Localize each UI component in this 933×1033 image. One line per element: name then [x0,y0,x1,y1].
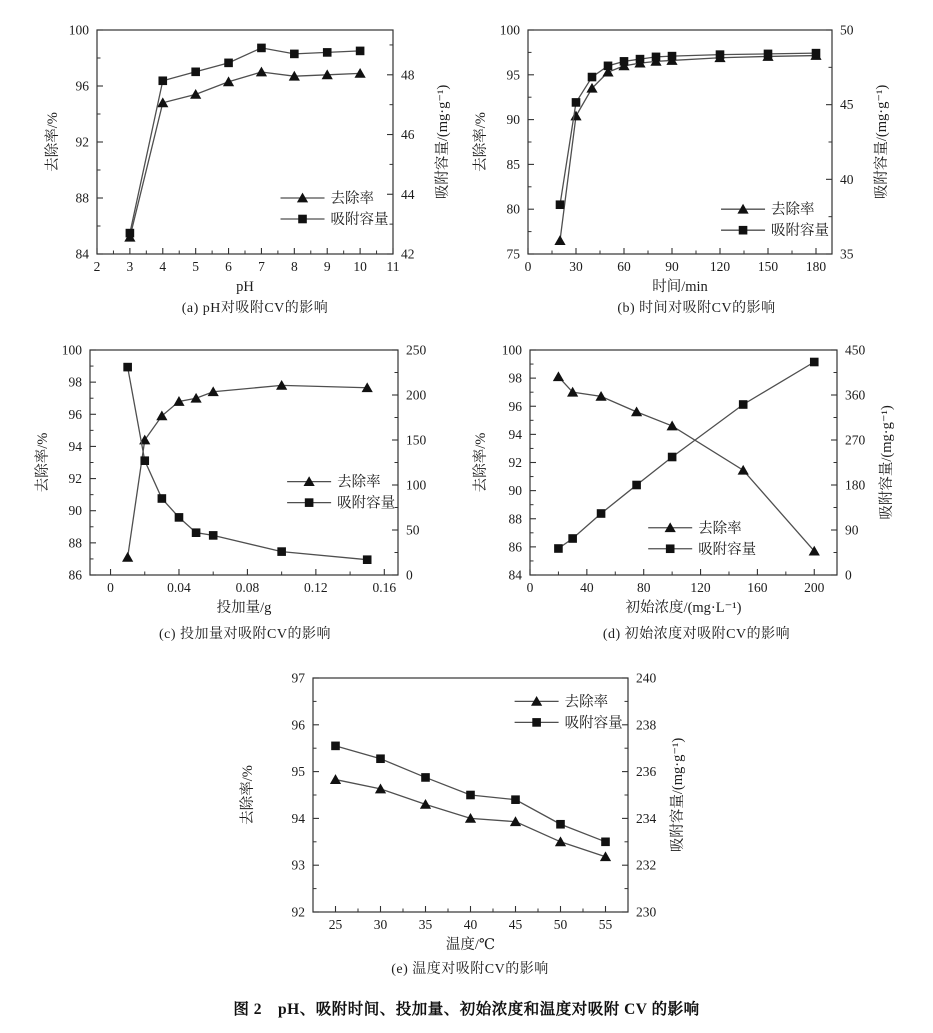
svg-text:160: 160 [747,580,768,595]
chart-e-subtitle: (e) 温度对吸附CV的影响 [391,962,549,977]
figure-caption: 图 2 pH、吸附时间、投加量、初始浓度和温度对吸附 CV 的影响 [233,1001,700,1018]
svg-text:84: 84 [508,567,522,583]
svg-text:120: 120 [690,580,711,595]
svg-text:50: 50 [553,917,568,932]
svg-text:86: 86 [68,567,82,583]
svg-text:90: 90 [508,483,522,499]
chart-d-canvas [468,340,925,622]
svg-text:92: 92 [291,904,305,920]
svg-text:6: 6 [225,259,232,274]
svg-text:0: 0 [526,580,534,595]
y-axis-right-label: 吸附容量/(mg·g⁻¹) [435,84,451,200]
svg-text:234: 234 [636,810,657,826]
chart-b-subtitle: (b) 时间对吸附CV的影响 [617,301,776,316]
y-axis-right [387,45,415,262]
svg-text:180: 180 [805,259,827,274]
chart-b-canvas [468,8,925,296]
y-axis-left [502,343,536,583]
legend-label: 去除率 [337,474,381,491]
chart-c-dosage-effect [30,340,460,643]
svg-text:7: 7 [258,259,265,274]
svg-text:0.08: 0.08 [235,580,260,595]
svg-text:80: 80 [506,201,520,217]
y-axis-right-label: 吸附容量/(mg·g⁻¹) [874,84,890,200]
x-axis-label: 温度/℃ [445,937,496,953]
chart-d-concentration-effect [468,340,925,643]
svg-text:40: 40 [463,917,478,932]
svg-text:236: 236 [636,764,657,780]
legend-label: 吸附容量 [564,715,623,732]
svg-text:230: 230 [636,904,657,920]
svg-text:92: 92 [75,134,89,150]
y-axis-left [292,671,320,920]
svg-text:94: 94 [508,426,522,442]
x-axis [107,569,396,595]
svg-text:94: 94 [68,438,82,454]
y-axis-left [62,343,96,583]
x-axis [329,906,613,932]
svg-text:45: 45 [840,97,854,113]
y-axis-left-label: 去除率/% [473,432,489,493]
svg-text:100: 100 [501,342,522,358]
svg-text:5: 5 [192,259,200,274]
svg-text:96: 96 [68,406,82,422]
svg-text:0.04: 0.04 [167,580,191,595]
svg-text:11: 11 [386,259,400,274]
svg-text:35: 35 [418,917,433,932]
svg-text:97: 97 [291,670,305,686]
svg-text:46: 46 [401,127,415,143]
svg-text:232: 232 [636,857,657,873]
legend [721,201,829,239]
svg-text:100: 100 [499,22,520,38]
svg-text:250: 250 [406,342,427,358]
svg-text:100: 100 [406,477,427,493]
svg-text:93: 93 [291,857,305,873]
svg-text:240: 240 [636,670,657,686]
chart-b-axes [472,23,890,296]
svg-text:270: 270 [845,432,866,448]
chart-d-axes [472,343,895,617]
legend [515,693,623,731]
series-removal-rate [122,380,373,562]
svg-text:0: 0 [406,567,413,583]
svg-text:60: 60 [617,259,631,274]
legend-label: 吸附容量 [771,223,830,240]
svg-text:450: 450 [845,342,866,358]
legend [287,474,395,512]
legend-label: 去除率 [698,520,742,537]
svg-text:150: 150 [757,259,779,274]
svg-text:100: 100 [61,342,82,358]
svg-text:55: 55 [598,917,613,932]
svg-text:88: 88 [68,535,82,551]
chart-a-subtitle: (a) pH对吸附CV的影响 [181,301,329,316]
svg-text:360: 360 [845,387,866,403]
x-axis [527,569,825,595]
svg-text:100: 100 [68,22,89,38]
svg-text:0: 0 [524,259,532,274]
y-axis-right-label: 吸附容量/(mg·g⁻¹) [670,737,686,853]
svg-text:94: 94 [291,810,305,826]
svg-text:8: 8 [290,259,298,274]
x-axis-label: 时间/min [652,279,708,295]
svg-text:88: 88 [75,190,89,206]
chart-e-canvas [235,665,705,957]
legend-label: 去除率 [771,202,815,219]
svg-text:0.16: 0.16 [372,580,397,595]
svg-text:84: 84 [75,246,89,262]
y-axis-left-label: 去除率/% [45,112,61,172]
chart-b-time-effect [468,8,925,317]
svg-text:50: 50 [840,22,854,38]
chart-e-axes [239,671,686,954]
svg-text:30: 30 [569,259,583,274]
legend-label: 去除率 [564,694,609,711]
y-axis-left-label: 去除率/% [240,765,256,825]
svg-text:9: 9 [323,259,331,274]
y-axis-right [622,671,657,920]
svg-text:90: 90 [845,522,859,538]
svg-text:150: 150 [406,432,427,448]
svg-text:25: 25 [328,917,343,932]
svg-text:2: 2 [93,259,101,274]
svg-text:4: 4 [159,259,167,274]
svg-text:40: 40 [840,171,854,187]
svg-text:238: 238 [636,717,657,733]
svg-text:0: 0 [845,567,852,583]
svg-text:120: 120 [709,259,731,274]
svg-text:95: 95 [506,67,520,83]
legend-label: 吸附容量 [330,212,389,228]
chart-a-ph-effect [40,8,470,317]
legend-label: 去除率 [330,191,375,207]
svg-text:88: 88 [508,511,522,527]
x-axis [94,248,400,274]
chart-a-axes [44,23,451,296]
svg-text:42: 42 [401,246,415,262]
svg-text:98: 98 [68,374,82,390]
svg-text:30: 30 [373,917,388,932]
legend [281,190,389,228]
legend-label: 吸附容量 [337,495,396,512]
series-adsorption-capacity [556,49,821,209]
svg-text:0: 0 [107,580,114,595]
svg-text:86: 86 [508,539,522,555]
svg-text:45: 45 [508,917,523,932]
svg-text:96: 96 [75,78,89,94]
svg-text:35: 35 [840,246,854,262]
x-axis [525,248,827,274]
svg-text:90: 90 [506,112,520,128]
svg-text:85: 85 [506,156,520,172]
y-axis-right-label: 吸附容量/(mg·g⁻¹) [879,405,895,520]
svg-text:180: 180 [845,477,866,493]
svg-text:75: 75 [506,246,520,262]
svg-text:92: 92 [68,471,82,487]
legend [648,520,756,558]
y-axis-right [392,343,427,583]
y-axis-left-label: 去除率/% [35,432,51,493]
svg-text:80: 80 [636,580,651,595]
svg-text:200: 200 [406,387,427,403]
x-axis-label: 投加量/g [216,600,272,616]
y-axis-right [831,343,866,583]
svg-text:90: 90 [665,259,679,274]
chart-c-subtitle: (c) 投加量对吸附CV的影响 [159,627,331,642]
svg-text:44: 44 [401,186,415,202]
y-axis-left [500,23,534,262]
series-adsorption-capacity [331,742,610,847]
y-axis-left-label: 去除率/% [473,112,489,172]
svg-text:0.12: 0.12 [304,580,328,595]
svg-text:96: 96 [291,717,305,733]
svg-text:92: 92 [508,455,522,470]
y-axis-left [69,23,103,262]
svg-text:200: 200 [804,580,825,595]
svg-text:50: 50 [406,522,420,538]
x-axis-label: pH [236,279,254,295]
svg-text:3: 3 [126,259,134,274]
series-adsorption-capacity [554,358,818,553]
svg-text:40: 40 [580,580,594,595]
chart-a-canvas [40,8,470,296]
y-axis-right [826,23,854,262]
chart-e-temperature-effect [235,665,705,978]
svg-text:90: 90 [68,503,82,519]
svg-text:10: 10 [353,259,367,274]
x-axis-label: 初始浓度/(mg·L⁻¹) [625,600,742,616]
svg-text:98: 98 [508,370,522,386]
svg-text:95: 95 [291,764,305,780]
series-adsorption-capacity [123,363,371,564]
chart-d-subtitle: (d) 初始浓度对吸附CV的影响 [602,627,791,642]
svg-text:48: 48 [401,67,415,83]
svg-text:96: 96 [508,398,522,414]
series-removal-rate [330,774,611,861]
legend-label: 吸附容量 [698,541,757,558]
chart-c-canvas [30,340,460,622]
